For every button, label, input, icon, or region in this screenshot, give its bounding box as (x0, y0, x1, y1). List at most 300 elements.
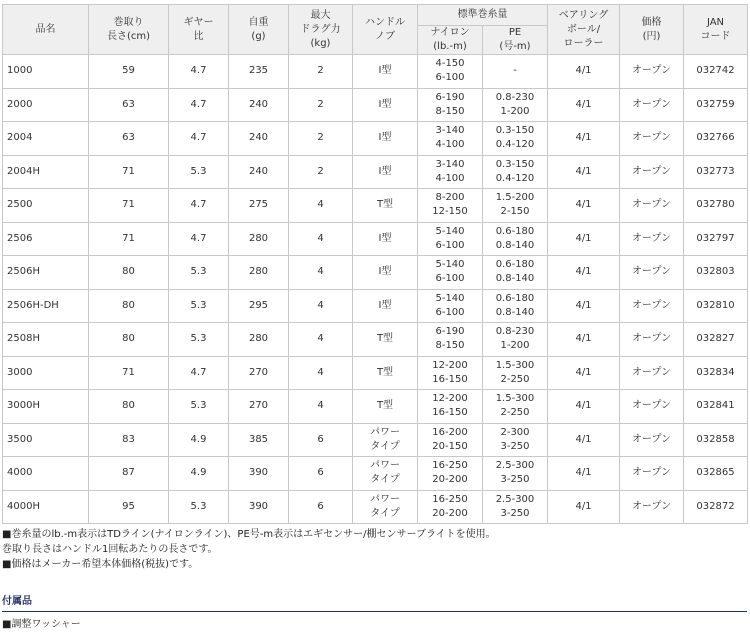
cell-text: 4-100 (435, 172, 465, 184)
cell-name (3, 155, 89, 189)
cell-text: 2 (317, 65, 324, 77)
cell-text: オープン (631, 232, 672, 244)
cell-text: 4/1 (575, 165, 592, 177)
header-drag: 最大 ドラグ力 (kg) (289, 5, 353, 55)
cell-weight (229, 457, 289, 491)
cell-pe (483, 88, 548, 122)
cell-text: 3-250 (500, 507, 530, 519)
header-gear: ギヤー 比 (169, 5, 229, 55)
cell-text: 2506 (7, 232, 33, 244)
cell-text: 032766 (696, 132, 735, 144)
cell-text: 4/1 (575, 65, 592, 77)
cell-nylon (418, 88, 483, 122)
cell-jan (684, 189, 748, 223)
cell-pe (483, 189, 548, 223)
cell-handle (353, 356, 418, 390)
cell-text: 0.4-120 (495, 139, 535, 151)
cell-gear (169, 423, 229, 457)
cell-text: 8-150 (435, 340, 465, 352)
cell-bearing (548, 356, 620, 390)
cell-text: 2 (317, 165, 324, 177)
cell-name (3, 457, 89, 491)
cell-text: 5-140 (435, 259, 465, 271)
cell-pe (483, 490, 548, 524)
cell-text: 6-190 (435, 326, 465, 338)
cell-drag (289, 55, 353, 89)
cell-text: オープン (631, 98, 672, 110)
cell-text: 2-150 (500, 206, 530, 218)
cell-winding (89, 457, 169, 491)
cell-text: 3-140 (435, 158, 465, 170)
cell-jan (684, 457, 748, 491)
cell-bearing (548, 256, 620, 290)
cell-text: 4/1 (575, 366, 592, 378)
cell-drag (289, 356, 353, 390)
cell-text: 1.5-200 (495, 192, 535, 204)
cell-text: I型 (378, 165, 392, 177)
table-row (3, 88, 748, 122)
cell-text: 1.5-300 (495, 393, 535, 405)
table-header (3, 5, 748, 55)
cell-text: 4/1 (575, 232, 592, 244)
cell-text: 390 (248, 500, 269, 512)
cell-text: オープン (631, 132, 672, 144)
table-row (3, 256, 748, 290)
cell-gear (169, 256, 229, 290)
cell-text: 6 (317, 467, 324, 479)
cell-gear (169, 390, 229, 424)
cell-text: 6 (317, 433, 324, 445)
cell-text: - (513, 65, 517, 77)
cell-text: 4-150 (435, 58, 465, 70)
cell-text: オープン (631, 65, 672, 77)
cell-handle (353, 222, 418, 256)
table-row (3, 457, 748, 491)
cell-text: 3-140 (435, 125, 465, 137)
cell-jan (684, 155, 748, 189)
cell-text: I型 (378, 299, 392, 311)
cell-gear (169, 88, 229, 122)
cell-drag (289, 457, 353, 491)
cell-name (3, 289, 89, 323)
cell-text: 2 (317, 98, 324, 110)
cell-text: 4.7 (190, 132, 207, 144)
cell-text: 0.8-140 (495, 273, 535, 285)
cell-name (3, 88, 89, 122)
cell-text: 2-250 (500, 373, 530, 385)
cell-text: 3000H (7, 400, 40, 412)
cell-text: 2506H-DH (7, 299, 59, 311)
cell-text: 6-190 (435, 91, 465, 103)
cell-jan (684, 323, 748, 357)
cell-text: 63 (122, 98, 135, 110)
cell-name (3, 323, 89, 357)
cell-text: 2508H (7, 333, 40, 345)
cell-text: I型 (378, 266, 392, 278)
header-handle: ハンドル ノブ (353, 5, 418, 55)
cell-bearing (548, 323, 620, 357)
cell-nylon (418, 457, 483, 491)
cell-text: パワー (370, 493, 400, 505)
cell-text: オープン (631, 400, 672, 412)
cell-gear (169, 323, 229, 357)
cell-text: 4 (317, 299, 324, 311)
cell-text: 6-100 (435, 72, 465, 84)
table-row (3, 356, 748, 390)
cell-text: オープン (631, 199, 672, 211)
cell-text: 0.8-140 (495, 239, 535, 251)
header-bearing: ベアリング ボール/ ローラー (548, 5, 620, 55)
spec-sheet (2, 4, 747, 630)
cell-text: 032834 (696, 366, 735, 378)
cell-text: 2-250 (500, 407, 530, 419)
cell-handle (353, 88, 418, 122)
table-row (3, 490, 748, 524)
cell-text: 1.5-300 (495, 359, 535, 371)
cell-text: 032780 (696, 199, 735, 211)
cell-price (620, 88, 684, 122)
cell-drag (289, 189, 353, 223)
cell-name (3, 122, 89, 156)
cell-text: 2.5-300 (495, 493, 535, 505)
cell-text: 95 (122, 500, 135, 512)
cell-text: 032865 (696, 467, 735, 479)
cell-pe (483, 457, 548, 491)
cell-winding (89, 323, 169, 357)
header-pe: PE (号-m) (483, 26, 548, 55)
cell-text: オープン (631, 500, 672, 512)
cell-jan (684, 55, 748, 89)
cell-text: 270 (248, 366, 269, 378)
cell-text: 4/1 (575, 500, 592, 512)
cell-text: 4 (317, 400, 324, 412)
cell-price (620, 155, 684, 189)
cell-weight (229, 88, 289, 122)
cell-text: タイプ (370, 440, 400, 452)
cell-text: 4/1 (575, 433, 592, 445)
cell-pe (483, 423, 548, 457)
cell-weight (229, 323, 289, 357)
cell-text: I型 (378, 65, 392, 77)
cell-text: 4 (317, 199, 324, 211)
cell-text: 4 (317, 366, 324, 378)
cell-bearing (548, 189, 620, 223)
cell-price (620, 289, 684, 323)
cell-text: オープン (631, 165, 672, 177)
cell-text: T型 (376, 199, 394, 211)
cell-text: 0.8-230 (495, 326, 535, 338)
cell-winding (89, 55, 169, 89)
accessories-divider (2, 611, 747, 612)
cell-text: 20-150 (432, 440, 468, 452)
cell-name (3, 222, 89, 256)
cell-pe (483, 323, 548, 357)
cell-weight (229, 189, 289, 223)
cell-text: 390 (248, 467, 269, 479)
cell-price (620, 490, 684, 524)
cell-text: 275 (248, 199, 269, 211)
cell-bearing (548, 155, 620, 189)
cell-text: 032841 (696, 400, 735, 412)
cell-nylon (418, 356, 483, 390)
cell-text: 16-150 (432, 407, 468, 419)
cell-pe (483, 390, 548, 424)
cell-text: 6 (317, 500, 324, 512)
header-nylon: ナイロン (lb.-m) (418, 26, 483, 55)
cell-text: 63 (122, 132, 135, 144)
cell-text: 12-150 (432, 206, 468, 218)
header-name: 品名 (3, 5, 89, 55)
cell-text: 0.3-150 (495, 158, 535, 170)
cell-bearing (548, 457, 620, 491)
cell-price (620, 390, 684, 424)
cell-text: 80 (122, 299, 135, 311)
cell-text: 8-150 (435, 105, 465, 117)
cell-handle (353, 155, 418, 189)
cell-text: 032797 (696, 232, 735, 244)
cell-text: 4/1 (575, 98, 592, 110)
cell-winding (89, 490, 169, 524)
cell-gear (169, 55, 229, 89)
cell-text: 4.7 (190, 232, 207, 244)
cell-text: 032773 (696, 165, 735, 177)
cell-text: 4.7 (190, 65, 207, 77)
cell-winding (89, 222, 169, 256)
cell-winding (89, 189, 169, 223)
cell-text: 280 (248, 333, 269, 345)
cell-text: 80 (122, 266, 135, 278)
note-line: 巻取り長さはハンドル1回転あたりの長さです。 (2, 544, 218, 555)
cell-price (620, 189, 684, 223)
cell-drag (289, 390, 353, 424)
cell-drag (289, 222, 353, 256)
cell-gear (169, 189, 229, 223)
cell-text: 0.8-230 (495, 91, 535, 103)
table-row (3, 222, 748, 256)
cell-handle (353, 289, 418, 323)
cell-text: 0.8-140 (495, 306, 535, 318)
cell-text: 12-200 (432, 393, 468, 405)
cell-text: 4000H (7, 500, 40, 512)
cell-text: 87 (122, 467, 135, 479)
cell-text: 385 (248, 433, 269, 445)
table-row (3, 289, 748, 323)
cell-text: 4/1 (575, 132, 592, 144)
cell-gear (169, 490, 229, 524)
table-row (3, 390, 748, 424)
cell-pe (483, 222, 548, 256)
cell-text: 032803 (696, 266, 735, 278)
cell-weight (229, 122, 289, 156)
cell-text: 16-150 (432, 373, 468, 385)
header-price: 価格 (円) (620, 5, 684, 55)
cell-text: T型 (376, 333, 394, 345)
cell-text: 5-140 (435, 225, 465, 237)
cell-text: オープン (631, 433, 672, 445)
cell-text: 280 (248, 232, 269, 244)
cell-pe (483, 356, 548, 390)
cell-pe (483, 55, 548, 89)
cell-price (620, 323, 684, 357)
cell-handle (353, 256, 418, 290)
cell-text: 3-250 (500, 440, 530, 452)
cell-name (3, 390, 89, 424)
cell-drag (289, 122, 353, 156)
cell-drag (289, 88, 353, 122)
cell-text: 2500 (7, 199, 33, 211)
cell-text: 0.6-180 (495, 259, 535, 271)
cell-nylon (418, 256, 483, 290)
cell-name (3, 356, 89, 390)
cell-bearing (548, 88, 620, 122)
cell-handle (353, 457, 418, 491)
cell-text: 3500 (7, 433, 33, 445)
cell-text: I型 (378, 98, 392, 110)
cell-text: 5-140 (435, 292, 465, 304)
cell-drag (289, 423, 353, 457)
cell-text: 71 (122, 199, 135, 211)
cell-text: 2004H (7, 165, 40, 177)
cell-nylon (418, 222, 483, 256)
cell-nylon (418, 390, 483, 424)
cell-weight (229, 390, 289, 424)
cell-text: 6-100 (435, 239, 465, 251)
cell-handle (353, 490, 418, 524)
cell-weight (229, 356, 289, 390)
table-row (3, 155, 748, 189)
cell-text: 83 (122, 433, 135, 445)
cell-jan (684, 222, 748, 256)
table-row (3, 55, 748, 89)
cell-weight (229, 490, 289, 524)
cell-bearing (548, 390, 620, 424)
cell-text: 0.4-120 (495, 172, 535, 184)
accessories-list (2, 615, 747, 630)
cell-text: 1-200 (500, 340, 530, 352)
cell-text: 71 (122, 366, 135, 378)
cell-weight (229, 289, 289, 323)
cell-text: 4/1 (575, 299, 592, 311)
cell-jan (684, 390, 748, 424)
cell-text: 4 (317, 333, 324, 345)
cell-weight (229, 55, 289, 89)
cell-price (620, 423, 684, 457)
cell-text: 4-100 (435, 139, 465, 151)
cell-bearing (548, 122, 620, 156)
cell-drag (289, 155, 353, 189)
cell-nylon (418, 55, 483, 89)
cell-text: 295 (248, 299, 269, 311)
cell-drag (289, 323, 353, 357)
cell-text: 0.6-180 (495, 225, 535, 237)
table-row (3, 323, 748, 357)
cell-text: 4/1 (575, 266, 592, 278)
accessories-title: 付属品 (2, 596, 32, 607)
cell-text: 6-100 (435, 306, 465, 318)
cell-text: 0.6-180 (495, 292, 535, 304)
cell-text: 2 (317, 132, 324, 144)
cell-weight (229, 155, 289, 189)
header-winding: 巻取り 長さ(cm) (89, 5, 169, 55)
cell-text: 4/1 (575, 333, 592, 345)
cell-text: 2-300 (500, 426, 530, 438)
cell-text: 16-250 (432, 460, 468, 472)
notes (2, 527, 747, 572)
cell-drag (289, 490, 353, 524)
cell-nylon (418, 155, 483, 189)
cell-drag (289, 289, 353, 323)
cell-text: 4/1 (575, 467, 592, 479)
cell-bearing (548, 490, 620, 524)
cell-nylon (418, 289, 483, 323)
cell-text: 2000 (7, 98, 33, 110)
table-row (3, 423, 748, 457)
cell-text: 1-200 (500, 105, 530, 117)
cell-winding (89, 155, 169, 189)
cell-text: 4.7 (190, 199, 207, 211)
cell-text: I型 (378, 132, 392, 144)
cell-winding (89, 390, 169, 424)
cell-text: 80 (122, 400, 135, 412)
cell-gear (169, 222, 229, 256)
table-body (3, 55, 748, 524)
cell-text: オープン (631, 333, 672, 345)
cell-text: 5.3 (190, 400, 207, 412)
cell-nylon (418, 323, 483, 357)
cell-text: オープン (631, 299, 672, 311)
cell-winding (89, 88, 169, 122)
cell-text: 032827 (696, 333, 735, 345)
cell-name (3, 490, 89, 524)
cell-pe (483, 256, 548, 290)
cell-text: 2004 (7, 132, 33, 144)
cell-text: 032872 (696, 500, 735, 512)
cell-text: パワー (370, 460, 400, 472)
cell-price (620, 122, 684, 156)
cell-jan (684, 289, 748, 323)
cell-handle (353, 55, 418, 89)
note-line: ■価格はメーカー希望本体価格(税抜)です。 (2, 559, 199, 570)
cell-text: 5.3 (190, 299, 207, 311)
cell-text: 235 (248, 65, 269, 77)
cell-weight (229, 256, 289, 290)
cell-weight (229, 423, 289, 457)
cell-price (620, 356, 684, 390)
cell-handle (353, 122, 418, 156)
cell-text: 4.7 (190, 366, 207, 378)
cell-handle (353, 390, 418, 424)
cell-text: 4/1 (575, 400, 592, 412)
cell-text: 71 (122, 232, 135, 244)
cell-text: オープン (631, 467, 672, 479)
cell-pe (483, 289, 548, 323)
cell-text: 71 (122, 165, 135, 177)
cell-name (3, 423, 89, 457)
cell-gear (169, 155, 229, 189)
cell-text: タイプ (370, 474, 400, 486)
cell-nylon (418, 490, 483, 524)
accessory-item: ■調整ワッシャー (2, 619, 81, 630)
spec-table (2, 4, 748, 524)
cell-gear (169, 122, 229, 156)
cell-winding (89, 356, 169, 390)
cell-text: 240 (248, 165, 269, 177)
cell-name (3, 256, 89, 290)
table-row (3, 189, 748, 223)
cell-handle (353, 189, 418, 223)
cell-gear (169, 289, 229, 323)
cell-bearing (548, 423, 620, 457)
